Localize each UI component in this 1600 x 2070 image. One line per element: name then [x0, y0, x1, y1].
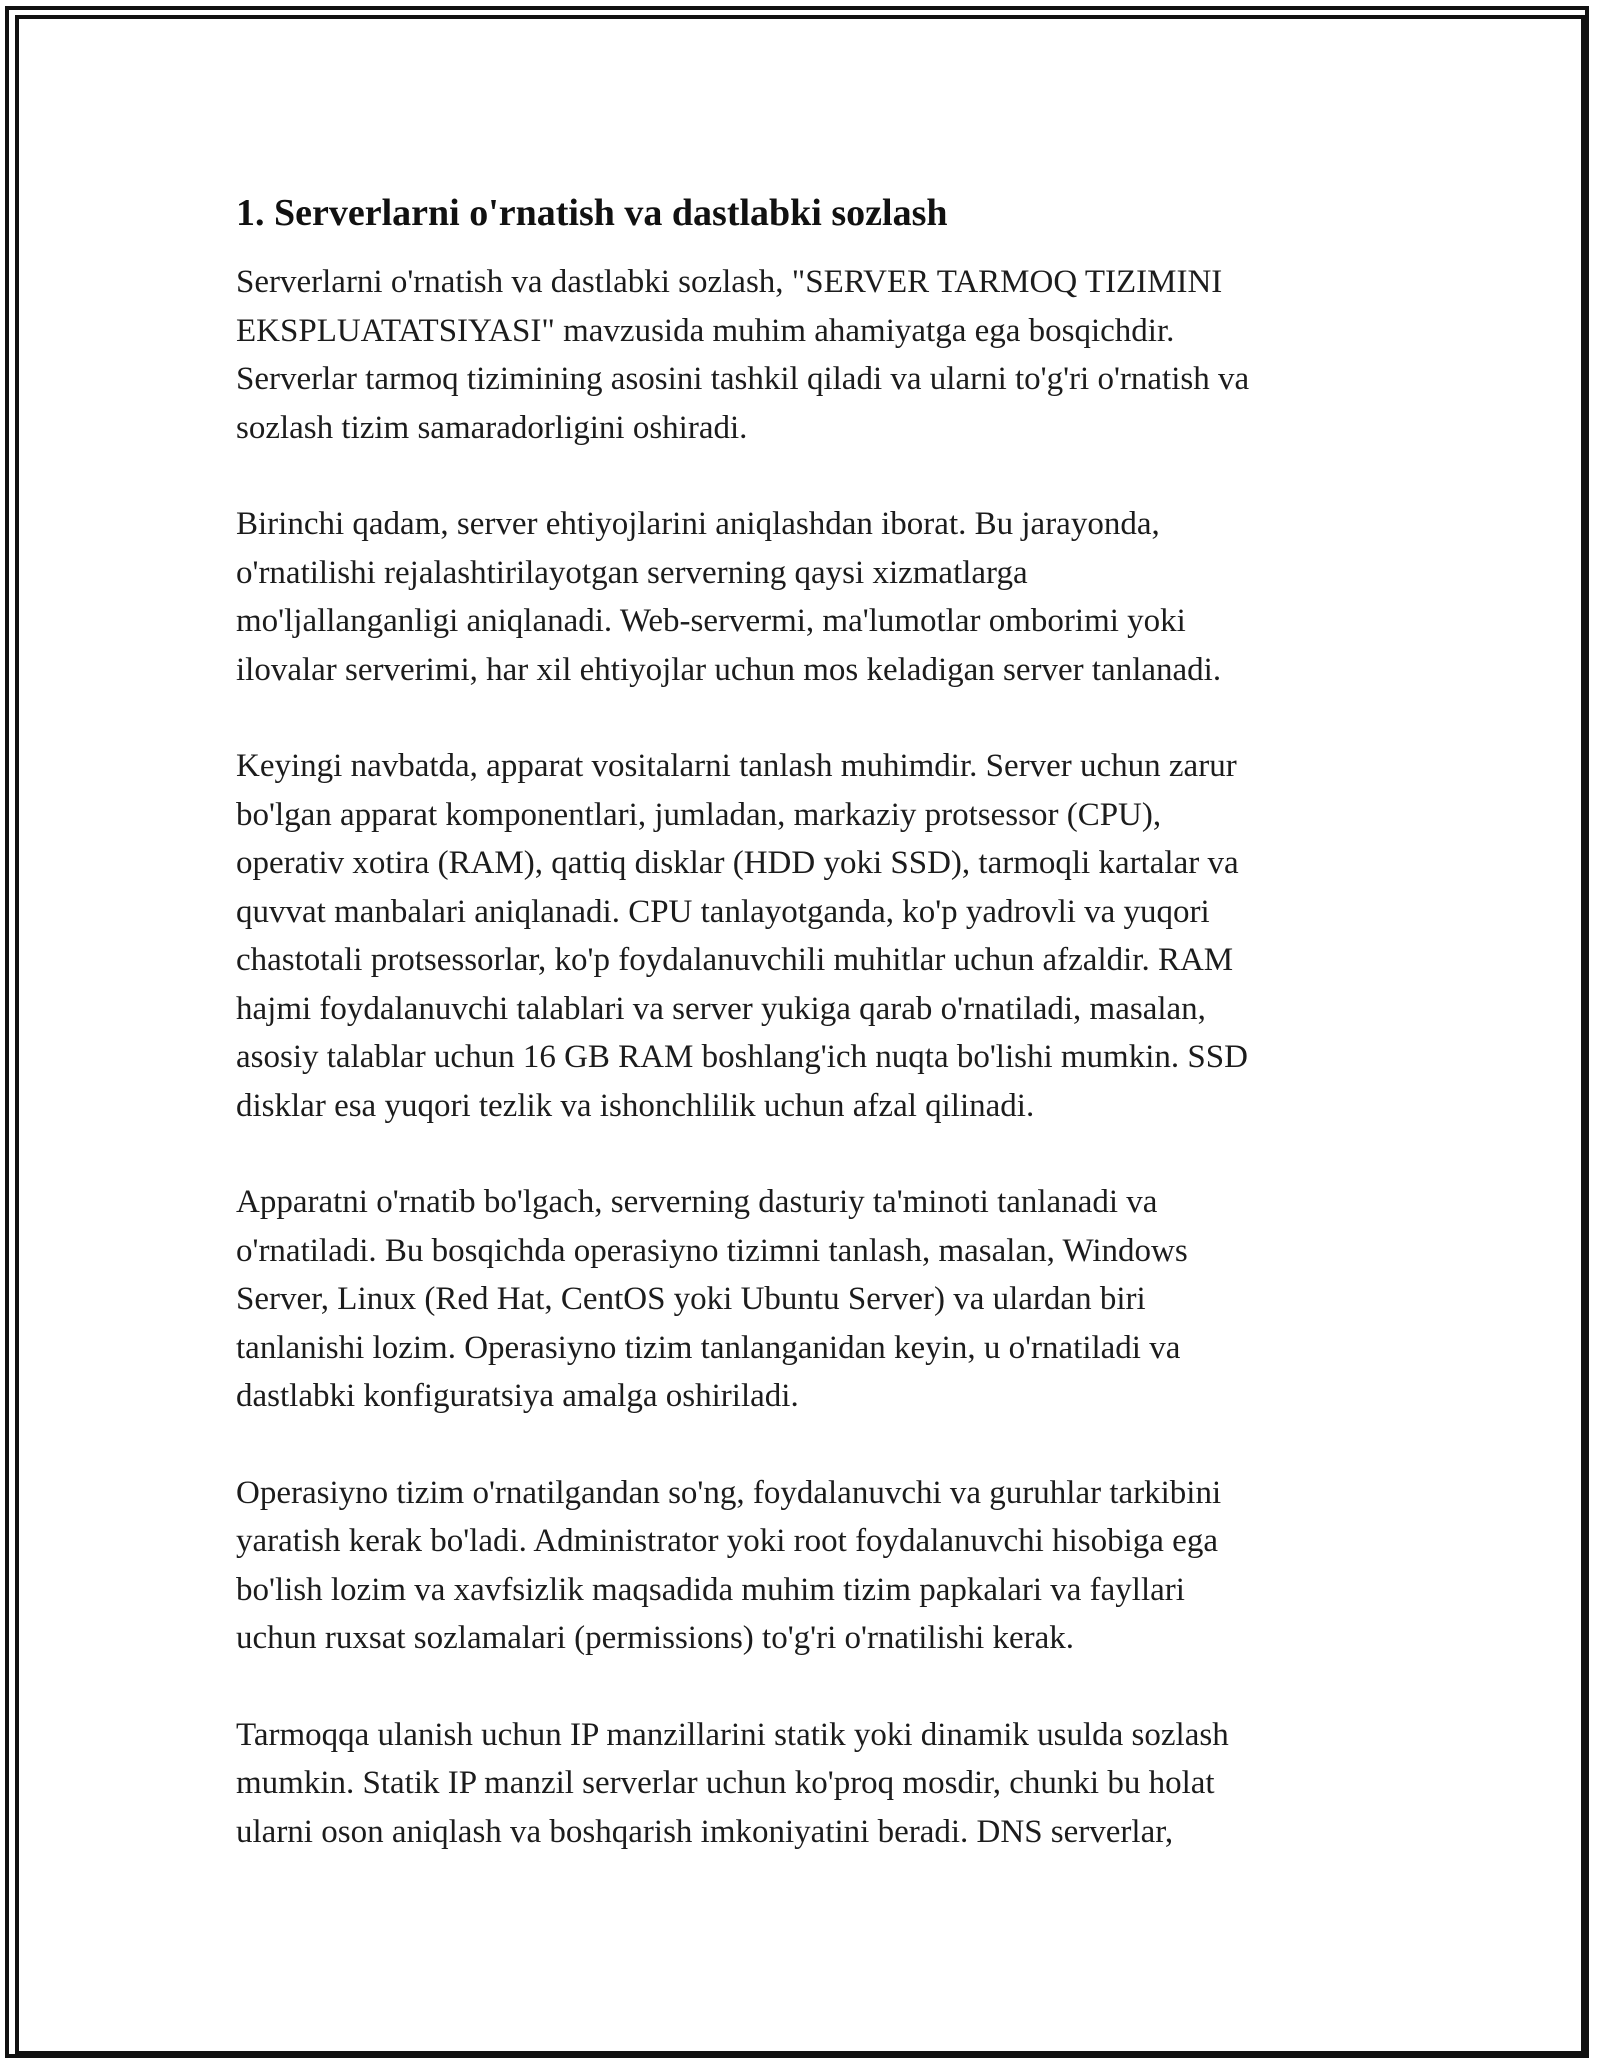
paragraph-hardware: Keyingi navbatda, apparat vositalarni tanlash muhimdir. Server uchun zarur bo'lgan apparat komponentlari, jumladan, markaziy protsessor (CPU), operativ xotira (RAM), qattiq disklar (HDD yoki SSD), tarmoqli kartalar va quvvat manbalari aniqlanadi. CPU tanlayotganda, ko'p yadrovli va yuqori chastotali protsessorlar, ko'p foydalanuvchili muhitlar uchun afzaldir. RAM hajmi foydalanuvchi talablari va server yukiga qarab o'rnatiladi, masalan, asosiy talablar uchun 16 GB RAM boshlang'ich nuqta bo'lishi mumkin. SSD disklar esa yuqori tezlik va ishonchlilik uchun afzal qilinadi. — [236, 748, 1248, 1124]
paragraph-network: Tarmoqqa ulanish uchun IP manzillarini statik yoki dinamik usulda sozlash mumkin. Statik IP manzil serverlar uchun ko'proq mosdir, chunki bu holat ularni oson aniqlash va boshqarish imkoniyatini beradi. DNS serverlar, — [236, 1716, 1229, 1850]
section-heading: 1. Serverlarni o'rnatish va dastlabki sozlash — [236, 192, 948, 234]
paragraph-intro: Serverlarni o'rnatish va dastlabki sozlash, "SERVER TARMOQ TIZIMINI EKSPLUATATSIYASI" mavzusida muhim ahamiyatga ega bosqichdir. Serverlar tarmoq tizimining asosini tashkil qiladi va ularni to'g'ri o'rnatish va sozlash tizim samaradorligini oshiradi. — [236, 264, 1250, 446]
paragraph-users-groups: Operasiyno tizim o'rnatilgandan so'ng, foydalanuvchi va guruhlar tarkibini yaratish kerak bo'ladi. Administrator yoki root foydalanuvchi hisobiga ega bo'lish lozim va xavfsizlik maqsadida muhim tizim papkalari va fayllari uchun ruxsat sozlamalari (permissions) to'g'ri o'rnatilishi kerak. — [236, 1474, 1222, 1656]
paragraph-software: Apparatni o'rnatib bo'lgach, serverning dasturiy ta'minoti tanlanadi va o'rnatiladi. Bu bosqichda operasiyno tizimni tanlash, masalan, Windows Server, Linux (Red Hat, CentOS yoki Ubuntu Server) va ulardan biri tanlanishi lozim. Operasiyno tizim tanlanganidan keyin, u o'rnatiladi va dastlabki konfiguratsiya amalga oshiriladi. — [236, 1184, 1188, 1414]
document-body — [236, 186, 1376, 1904]
paragraph-server-needs: Birinchi qadam, server ehtiyojlarini aniqlashdan iborat. Bu jarayonda, o'rnatilishi rejalashtirilayotgan serverning qaysi xizmatlarga mo'ljallanganligi aniqlanadi. Web-servermi, ma'lumotlar omborimi yoki ilovalar serverimi, har xil ehtiyojlar uchun mos keladigan server tanlanadi. — [236, 506, 1222, 688]
